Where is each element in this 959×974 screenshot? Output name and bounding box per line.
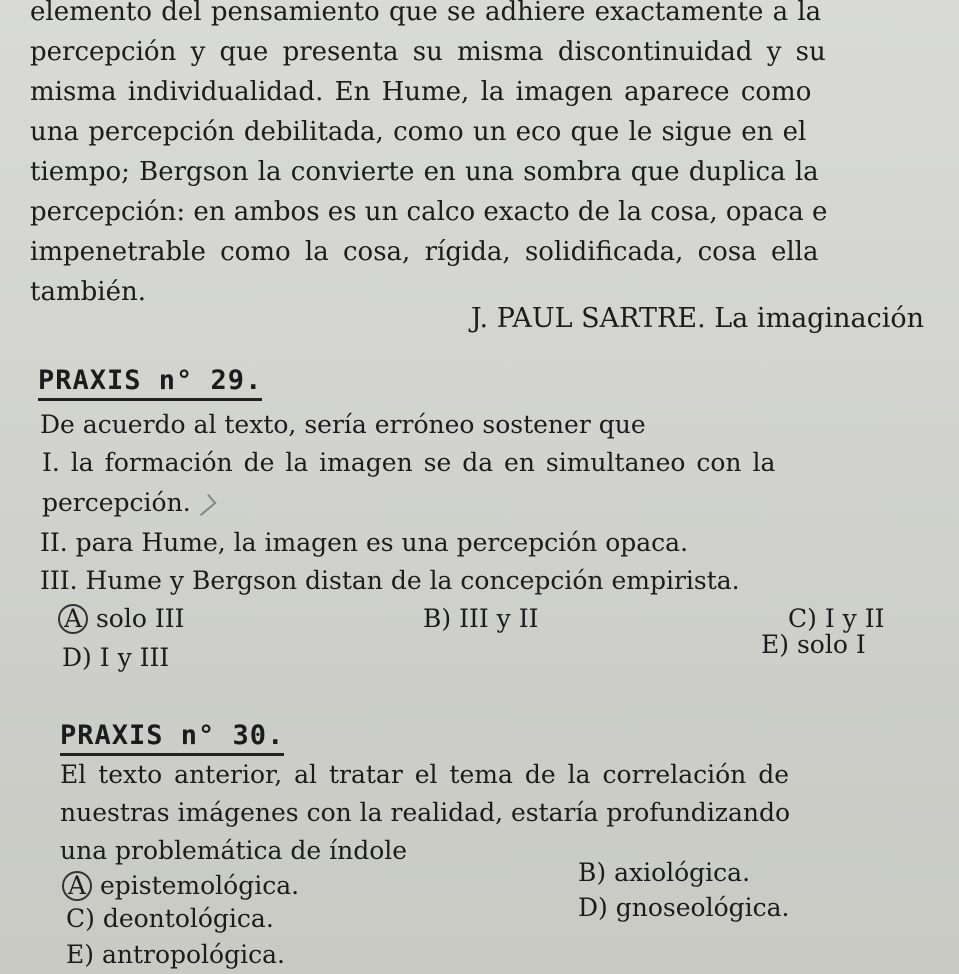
passage-line: tiempo; Bergson la convierte en una sombra que duplica la [30, 157, 819, 187]
praxis-30-stem-line: una problemática de índole [60, 836, 408, 865]
statement-3: III. Hume y Bergson distan de la concepción empirista. [40, 566, 740, 595]
option-b[interactable]: B) III y II [423, 604, 539, 633]
check-mark-icon [193, 494, 216, 516]
praxis-29-stem: De acuerdo al texto, sería erróneo sostener que [40, 410, 646, 439]
praxis-30-stem-line: El texto anterior, al tratar el tema de la correlación de [60, 760, 789, 789]
passage-line: una percepción debilitada, como un eco que le sigue en el [30, 117, 807, 147]
option-d[interactable]: D) gnoseológica. [578, 893, 790, 922]
passage-line: también. [30, 277, 146, 307]
praxis-30-heading: PRAXIS n° 30. [60, 720, 284, 756]
attribution: J. PAUL SARTRE. La imaginación [470, 303, 924, 334]
passage-line: percepción y que presenta su misma discontinuidad y su [30, 37, 826, 67]
option-a[interactable]: A epistemológica. [66, 871, 299, 901]
passage-text [30, 0, 930, 312]
passage-line: elemento del pensamiento que se adhiere exactamente a la [30, 0, 822, 27]
praxis-30-stem-line: nuestras imágenes con la realidad, estaría profundizando [60, 798, 791, 827]
passage-line: percepción: en ambos es un calco exacto de la cosa, opaca e [30, 197, 828, 227]
statement-2: II. para Hume, la imagen es una percepción opaca. [40, 528, 689, 557]
circled-letter-a: A [58, 604, 88, 634]
option-b[interactable]: B) axiológica. [578, 858, 751, 887]
option-c[interactable]: C) deontológica. [66, 904, 274, 933]
statement-1-cont: percepción. [42, 488, 215, 517]
option-e[interactable]: E) antropológica. [66, 940, 285, 969]
option-e[interactable]: E) solo I [761, 630, 866, 659]
option-a[interactable]: A solo III [62, 604, 184, 634]
option-d[interactable]: D) I y III [62, 643, 170, 672]
passage-line: impenetrable como la cosa, rígida, solidificada, cosa ella [30, 237, 819, 267]
passage-line: misma individualidad. En Hume, la imagen aparece como [30, 77, 812, 107]
option-c[interactable]: C) I y II [788, 604, 885, 633]
statement-1: I. la formación de la imagen se da en simultaneo con la [42, 448, 776, 477]
praxis-29-heading: PRAXIS n° 29. [38, 365, 262, 401]
circled-letter-a: A [62, 871, 92, 901]
